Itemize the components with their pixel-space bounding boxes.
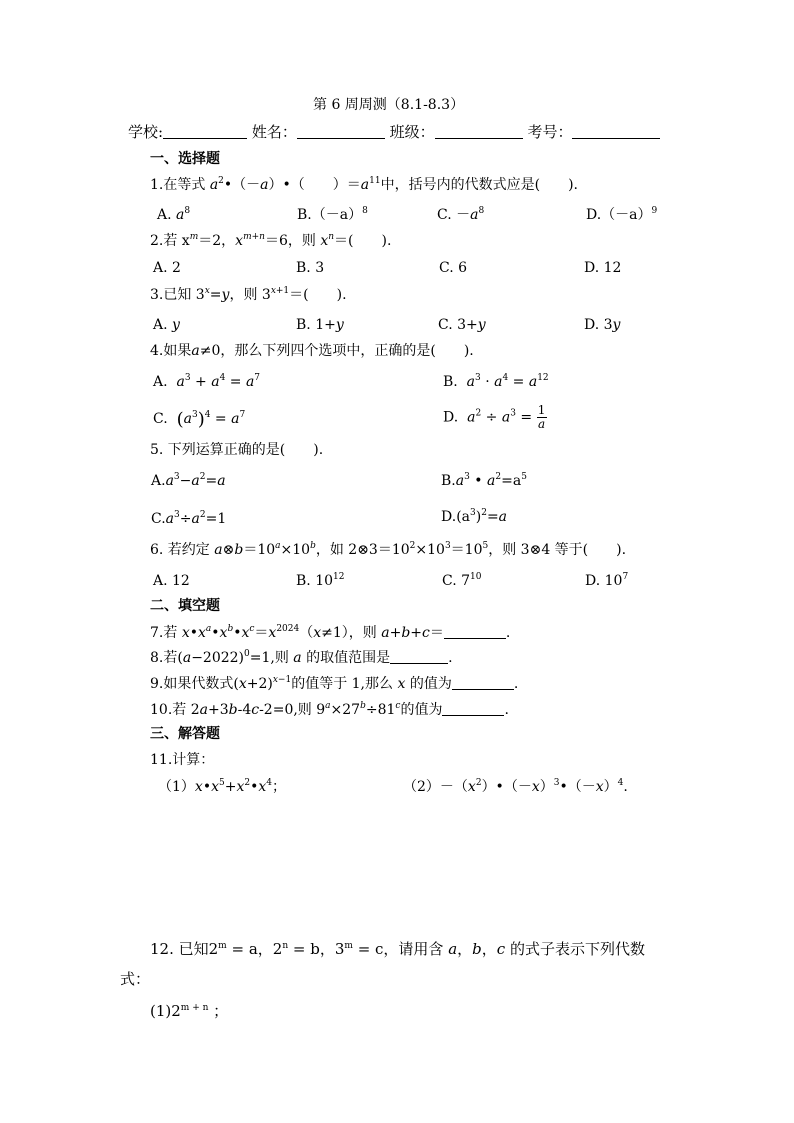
q4-option-a[interactable]: A. $a^3 + a^4 = a^7$	[153, 373, 261, 390]
q4-option-d[interactable]: D. $a^2 \div a^3$ = $\frac{1}{a}$	[443, 403, 546, 432]
q2-option-b[interactable]: B. 3	[296, 260, 325, 276]
q5-option-b[interactable]: $B.a^3$ • $a^2=a^5$	[441, 472, 527, 489]
q11-part-1: $(1)x•x^5+x^2•x^4$；	[158, 778, 287, 795]
q3-option-d[interactable]: D. 3y	[584, 317, 621, 333]
q8-answer-blank[interactable]	[390, 651, 448, 664]
q6-option-b[interactable]: B. $10^{12}$	[296, 572, 345, 589]
name-blank[interactable]	[297, 126, 385, 139]
q1-option-c[interactable]: C. $-a^8$	[437, 206, 485, 223]
section-solve-heading: 三、解答题	[150, 726, 220, 742]
q6-option-c[interactable]: C. $7^{10}$	[442, 572, 482, 589]
school-label: 学校:	[128, 123, 164, 141]
page-title: 第 6 周周测（8.1-8.3）	[313, 97, 465, 113]
q3-option-b[interactable]: B. 1+y	[296, 317, 344, 333]
exam-no-blank[interactable]	[572, 126, 660, 139]
question-7: 7.若 $x•x^a•x^b•x^c=x^{2024}(x\ne 1)$，则 a+b+c＝ .	[150, 624, 511, 641]
q7-answer-blank[interactable]	[444, 626, 506, 639]
exam-no-label: 考号：	[527, 123, 573, 141]
question-11: 11.计算：	[150, 752, 215, 768]
question-8: 8.若$(a-2022)^0=1$,则 a 的取值范围是 .	[150, 649, 453, 666]
q1-option-d[interactable]: $D.(-a)^9$	[586, 206, 658, 223]
question-9: 9.如果代数式$(x+2)^{x-1}$的值等于 1,那么 x 的值为 .	[150, 675, 519, 692]
q11-part-2: $(2)-(x^2)•(-x)^3•(-x)^4$.	[403, 778, 628, 795]
question-3: 3.已知 $3^x=y$，则 $3^{x+1}=$( ).	[150, 286, 347, 303]
class-blank[interactable]	[435, 126, 523, 139]
name-label: 姓名：	[251, 123, 297, 141]
q12-part-1: $(1)2^{m + n}$ ；	[150, 1002, 229, 1020]
question-5: 5. 下列运算正确的是( ).	[150, 442, 324, 458]
question-1: 1.在等式 $a^2•(-a)•$（ ）$=a^{11}$中，括号内的代数式应是( ).	[150, 176, 578, 193]
q4-option-c[interactable]: C. $(a^3)^4 = a^7$	[153, 409, 246, 430]
section-fill-heading: 二、填空题	[150, 598, 220, 614]
question-12: 12. 已知$2^m = a$，$2^n = b$，$3^m = c$，请用含 a，b，c 的式子表示下列代数	[150, 940, 645, 958]
question-12-cont: 式：	[120, 970, 151, 988]
student-info-line	[128, 125, 660, 140]
q5-option-d[interactable]: $D.(a^3)^2=a$	[441, 508, 508, 525]
q4-option-b[interactable]: B. $a^3 \cdot a^4 = a^{12}$	[443, 373, 549, 390]
q2-option-c[interactable]: C. 6	[439, 260, 468, 276]
q3-option-c[interactable]: C. 3+y	[438, 317, 486, 333]
question-10: 10.若 2a+3b-4c-2=0,则 $9^a\times 27^b\div 81^c$的值为 .	[150, 701, 509, 718]
q5-option-a[interactable]: $A.a^3-a^2=a$	[151, 472, 226, 489]
q2-option-d[interactable]: D. 12	[584, 260, 622, 276]
section-choice-heading: 一、选择题	[150, 151, 220, 167]
question-6: 6. 若约定 $a\otimes b=10^a\times 10^b$，如 $2\otimes 3=10^2\times 10^3=10^5$，则 3⊗4 等于( ).	[150, 541, 627, 558]
q9-answer-blank[interactable]	[452, 677, 514, 690]
q5-option-c[interactable]: $C.a^3\div a^2=1$	[151, 510, 227, 527]
school-blank[interactable]	[163, 126, 247, 139]
q6-option-a[interactable]: A. 12	[153, 573, 190, 589]
question-2: 2.若 $x^m=2$，$x^{m+n}=6$，则 $x^n=$( ).	[150, 232, 392, 249]
q6-option-d[interactable]: D. $10^7$	[585, 572, 629, 589]
q1-option-a[interactable]: A. $a^8$	[157, 206, 191, 223]
q10-answer-blank[interactable]	[442, 703, 504, 716]
q1-option-b[interactable]: $B.(-a)^8$	[297, 206, 368, 223]
q2-option-a[interactable]: A. 2	[153, 260, 181, 276]
question-4: 4.如果a≠0，那么下列四个选项中，正确的是( ).	[150, 343, 474, 359]
q3-option-a[interactable]: A. y	[153, 317, 180, 333]
class-label: 班级：	[389, 123, 435, 141]
